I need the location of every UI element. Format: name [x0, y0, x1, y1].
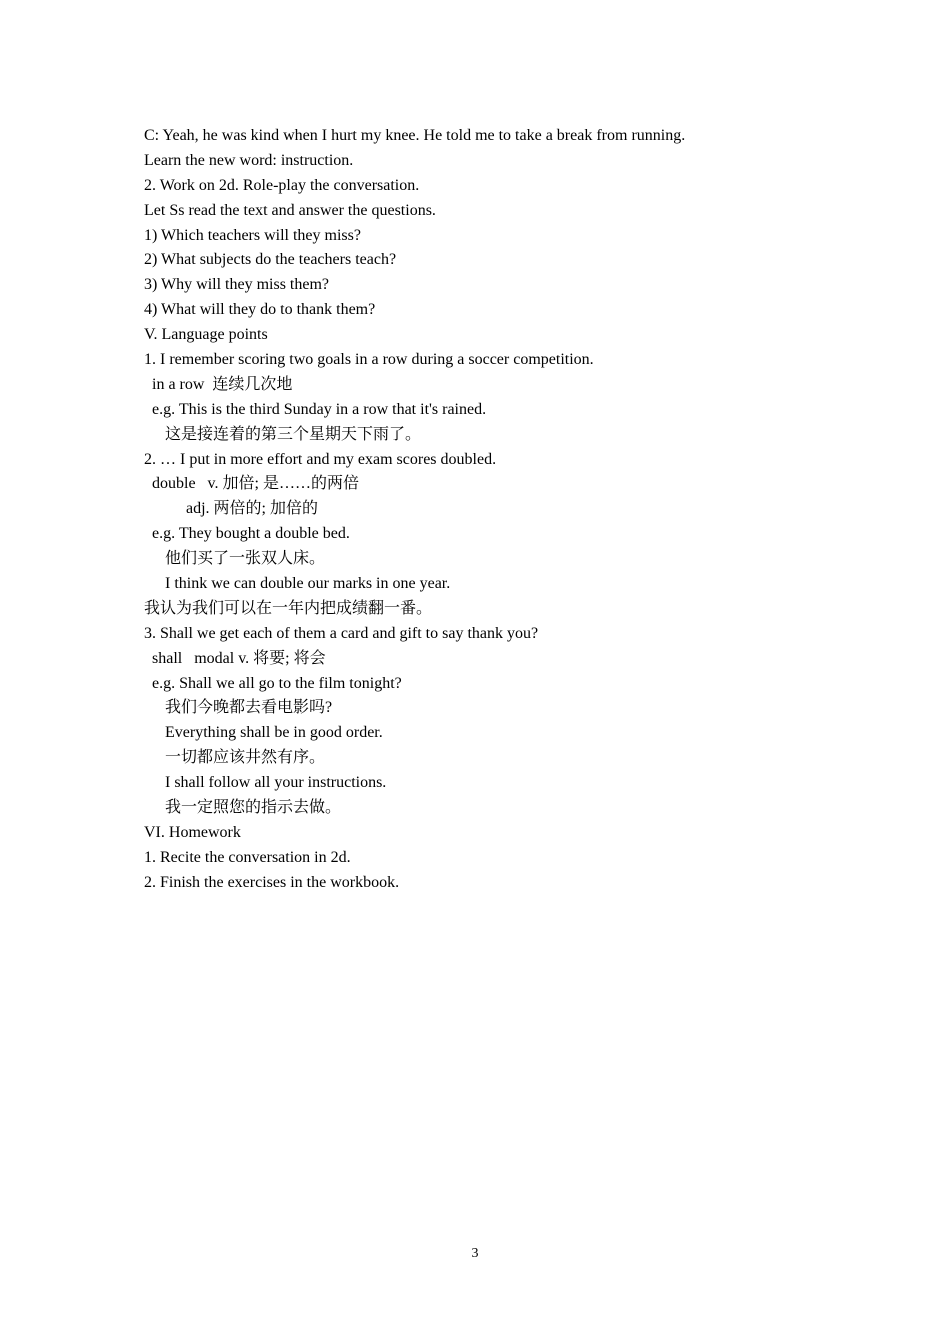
point-2-translation-2: 我认为我们可以在一年内把成绩翻一番。 [144, 599, 433, 617]
point-1-translation: 这是接连着的第三个星期天下雨了。 [165, 425, 422, 443]
point-3-example-2: Everything shall be in good order. [165, 724, 383, 742]
question-4: 4) What will they do to thank them? [144, 301, 376, 319]
section-heading-language-points: V. Language points [144, 326, 268, 344]
instruction-line: Let Ss read the text and answer the questions. [144, 201, 436, 219]
question-3: 3) Why will they miss them? [144, 276, 330, 294]
point-2-example-2: I think we can double our marks in one year. [165, 575, 451, 593]
point-1-example: e.g. This is the third Sunday in a row that it's rained. [152, 400, 487, 418]
homework-item-2: 2. Finish the exercises in the workbook. [144, 873, 400, 891]
point-3-example-3: I shall follow all your instructions. [165, 774, 387, 792]
question-1: 1) Which teachers will they miss? [144, 226, 361, 244]
step-2-heading: 2. Work on 2d. Role-play the conversation. [144, 176, 420, 194]
page-number: 3 [471, 1246, 479, 1261]
section-heading-homework: VI. Homework [144, 823, 241, 841]
point-2-adj-definition: adj. 两倍的; 加倍的 [186, 500, 318, 518]
point-2-example-1: e.g. They bought a double bed. [152, 525, 350, 543]
question-2: 2) What subjects do the teachers teach? [144, 251, 397, 269]
point-3-translation-2: 一切都应该井然有序。 [165, 749, 326, 767]
point-3-sentence: 3. Shall we get each of them a card and gift to say thank you? [144, 624, 539, 642]
point-2-sentence: 2. … I put in more effort and my exam scores doubled. [144, 450, 497, 468]
point-3-translation-1: 我们今晚都去看电影吗? [165, 699, 333, 717]
dialogue-line-c: C: Yeah, he was kind when I hurt my knee. He told me to take a break from running. [144, 127, 686, 144]
point-3-example-1: e.g. Shall we all go to the film tonight? [152, 674, 402, 692]
point-3-definition: shall modal v. 将要; 将会 [152, 649, 326, 667]
point-2-verb-definition: double v. 加倍; 是……的两倍 [152, 475, 359, 493]
point-2-translation-1: 他们买了一张双人床。 [165, 550, 326, 568]
point-1-sentence: 1. I remember scoring two goals in a row during a soccer competition. [144, 351, 594, 369]
new-word-line: Learn the new word: instruction. [144, 151, 354, 169]
homework-item-1: 1. Recite the conversation in 2d. [144, 848, 351, 866]
point-1-phrase: in a row 连续几次地 [152, 375, 293, 393]
page-content [144, 124, 824, 896]
point-3-translation-3: 我一定照您的指示去做。 [165, 799, 342, 817]
